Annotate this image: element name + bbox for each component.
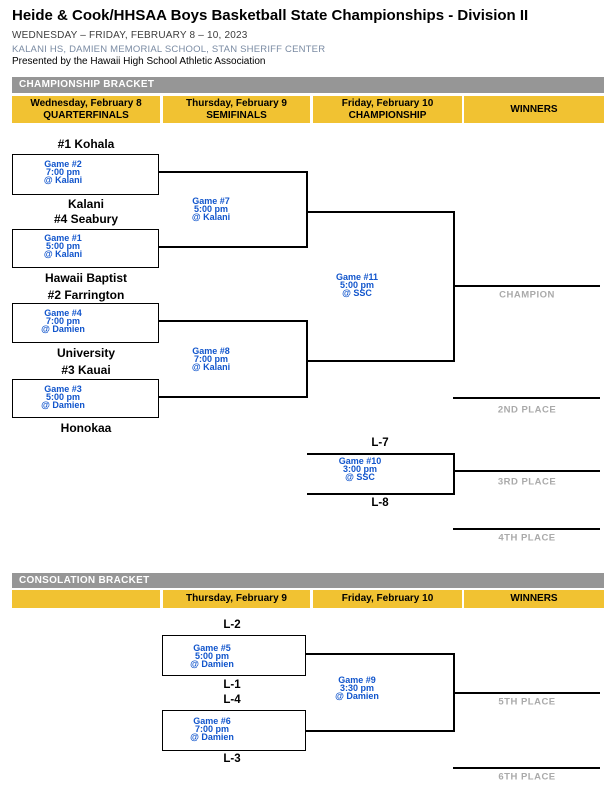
fifth-place-label: 5TH PLACE bbox=[498, 696, 556, 708]
game-3-details bbox=[41, 385, 85, 409]
team-hawaii-baptist: Hawaii Baptist bbox=[44, 271, 128, 285]
consolation-section-bar: CONSOLATION BRACKET bbox=[12, 573, 604, 588]
game-number: Game #11 bbox=[335, 272, 379, 282]
game-11-details bbox=[336, 273, 378, 297]
col-round: SEMIFINALS bbox=[206, 109, 267, 121]
game-number: Game #4 bbox=[44, 307, 82, 318]
bracket-line-g3-winner bbox=[159, 396, 308, 398]
col-date: Thursday, February 9 bbox=[186, 97, 287, 109]
game-venue: @ Damien bbox=[41, 323, 85, 334]
champion-line bbox=[453, 285, 600, 287]
game-1-details bbox=[44, 234, 82, 258]
game-venue: @ SSC bbox=[342, 288, 372, 298]
bracket-line-g7-winner bbox=[306, 211, 455, 213]
game-number: Game #6 bbox=[193, 716, 231, 726]
loser-slot-l4: L-4 bbox=[223, 694, 241, 706]
game-1-box bbox=[12, 229, 159, 268]
game-venue: @ Kalani bbox=[43, 174, 83, 185]
col-round: QUARTERFINALS bbox=[43, 109, 129, 121]
game-venue: @ SSC bbox=[345, 472, 375, 482]
game-8-details bbox=[192, 347, 230, 371]
bracket-line-g2-winner bbox=[159, 171, 308, 173]
game-9-details bbox=[335, 676, 379, 700]
game-time: 5:00 pm bbox=[45, 391, 81, 402]
team-kauai: #3 Kauai bbox=[61, 362, 111, 377]
game-10-box-top bbox=[307, 453, 455, 455]
consolation-col-winners bbox=[464, 590, 604, 608]
col-header-winners bbox=[464, 96, 604, 123]
game-time: 3:30 pm bbox=[339, 683, 375, 693]
consolation-col-empty bbox=[12, 590, 160, 608]
game-time: 5:00 pm bbox=[194, 651, 230, 661]
col-date: Thursday, February 9 bbox=[186, 593, 287, 604]
col-date: Friday, February 10 bbox=[341, 593, 434, 604]
fourth-place-line bbox=[453, 528, 600, 530]
presented-by: Presented by the Hawaii High School Athletic Association bbox=[12, 56, 266, 67]
game-number: Game #2 bbox=[44, 158, 82, 169]
game-time: 5:00 pm bbox=[45, 241, 81, 251]
col-header-semifinals bbox=[163, 96, 310, 123]
game-10-details bbox=[339, 457, 382, 481]
game-5-box bbox=[162, 635, 306, 676]
game-venue: @ Damien bbox=[190, 732, 234, 742]
sixth-place-label: 6TH PLACE bbox=[498, 771, 556, 783]
game-time: 7:00 pm bbox=[193, 354, 229, 364]
bracket-line-semi1-join bbox=[306, 171, 308, 248]
game-6-details bbox=[190, 717, 234, 741]
bracket-line-g5-winner bbox=[306, 653, 455, 655]
game-number: Game #3 bbox=[44, 383, 82, 394]
game-venue: @ Damien bbox=[190, 659, 234, 669]
col-date: Wednesday, February 8 bbox=[30, 97, 142, 109]
second-place-label: 2ND PLACE bbox=[497, 404, 557, 416]
bracket-line-g8-winner bbox=[306, 360, 455, 362]
champion-label: CHAMPION bbox=[499, 289, 555, 301]
col-round: CHAMPIONSHIP bbox=[348, 109, 427, 121]
col-header-quarterfinals bbox=[12, 96, 160, 123]
game-5-details bbox=[190, 644, 234, 668]
loser-slot-l2: L-2 bbox=[223, 619, 241, 631]
championship-section-bar: CHAMPIONSHIP BRACKET bbox=[12, 77, 604, 93]
third-place-line bbox=[453, 470, 600, 472]
game-time: 7:00 pm bbox=[45, 315, 81, 326]
game-venue: @ Damien bbox=[41, 399, 85, 410]
second-place-line bbox=[453, 397, 600, 399]
loser-slot-l1: L-1 bbox=[223, 679, 241, 691]
consolation-col-thursday bbox=[163, 590, 310, 608]
loser-slot-l7: L-7 bbox=[371, 437, 389, 449]
game-2-details bbox=[44, 160, 82, 184]
event-dates: WEDNESDAY – FRIDAY, FEBRUARY 8 – 10, 2023 bbox=[12, 30, 248, 41]
game-10-box-right bbox=[453, 453, 455, 495]
bracket-line-g1-winner bbox=[159, 246, 308, 248]
col-header-championship bbox=[313, 96, 462, 123]
game-time: 5:00 pm bbox=[339, 280, 375, 290]
team-honokaa: Honokaa bbox=[60, 421, 112, 435]
game-number: Game #5 bbox=[193, 643, 231, 653]
fifth-place-line bbox=[453, 692, 600, 694]
game-venue: @ Kalani bbox=[191, 362, 231, 372]
consolation-col-friday bbox=[313, 590, 462, 608]
game-6-box bbox=[162, 710, 306, 751]
team-kohala: #1 Kohala bbox=[57, 136, 115, 151]
game-time: 3:00 pm bbox=[342, 464, 377, 474]
game-3-box bbox=[12, 379, 159, 418]
team-university: University bbox=[56, 346, 116, 360]
col-date: WINNERS bbox=[510, 103, 558, 115]
third-place-label: 3RD PLACE bbox=[497, 476, 557, 488]
bracket-line-g6-winner bbox=[306, 730, 455, 732]
game-venue: @ Kalani bbox=[43, 249, 83, 259]
game-7-details bbox=[192, 197, 230, 221]
game-4-box bbox=[12, 303, 159, 343]
team-kalani: Kalani bbox=[67, 196, 105, 211]
col-date: WINNERS bbox=[510, 593, 558, 604]
game-venue: @ Damien bbox=[335, 691, 379, 701]
game-2-box bbox=[12, 154, 159, 195]
page-title: Heide & Cook/HHSAA Boys Basketball State Championships - Division II bbox=[12, 7, 529, 24]
event-venues: KALANI HS, DAMIEN MEMORIAL SCHOOL, STAN SHERIFF CENTER bbox=[12, 44, 326, 55]
team-seabury: #4 Seabury bbox=[53, 211, 119, 226]
game-venue: @ Kalani bbox=[191, 212, 231, 222]
game-number: Game #7 bbox=[192, 196, 230, 206]
loser-slot-l3: L-3 bbox=[223, 753, 241, 765]
team-farrington: #2 Farrington bbox=[47, 288, 125, 302]
bracket-line-g4-winner bbox=[159, 320, 308, 322]
col-date: Friday, February 10 bbox=[341, 97, 434, 109]
fourth-place-label: 4TH PLACE bbox=[498, 532, 556, 544]
loser-slot-l8: L-8 bbox=[371, 497, 389, 509]
game-number: Game #1 bbox=[44, 233, 82, 243]
game-time: 7:00 pm bbox=[194, 724, 230, 734]
game-time: 7:00 pm bbox=[45, 166, 81, 177]
sixth-place-line bbox=[453, 767, 600, 769]
game-10-box-bottom bbox=[307, 493, 455, 495]
game-time: 5:00 pm bbox=[193, 204, 229, 214]
game-number: Game #8 bbox=[192, 346, 230, 356]
game-number: Game #9 bbox=[338, 675, 376, 685]
game-4-details bbox=[41, 309, 85, 333]
bracket-line-semi2-join bbox=[306, 320, 308, 398]
game-number: Game #10 bbox=[338, 456, 382, 466]
